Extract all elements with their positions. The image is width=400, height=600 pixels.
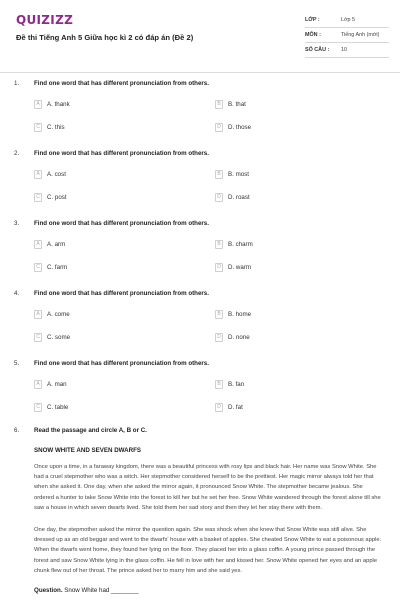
page-title: Đề thi Tiếng Anh 5 Giữa học kì 2 có đáp án (Đề 2) [16,33,194,42]
option-d[interactable] [215,400,243,414]
option-text: C. post [47,193,67,201]
option-letter-box: A [34,310,42,319]
option-c[interactable] [34,330,70,344]
quizizz-logo: QUIZIZZ [16,13,74,27]
meta-value: Tiếng Anh (mới) [341,32,380,38]
meta-row-count [305,43,389,58]
question-text: Find one word that has different pronunciation from others. [34,80,209,87]
option-text: A. cost [47,170,66,178]
option-text: A. arm [47,240,66,248]
option-b[interactable] [215,237,253,251]
option-text: A. come [47,310,70,318]
meta-table [305,13,389,58]
option-b[interactable] [215,377,244,391]
option-letter-box: C [34,263,42,272]
passage-paragraph-1: Once upon a time, in a faraway kingdom, there was a beautiful princess with rosy lips and black hair. Her name was Snow White. She had a cruel stepmother who was a witch. Her stepmother considered herself to be the prettiest. Her magic mirror always told her that when she asked it. One day, when she asked the mirror again, it pronounced Snow White. The stepmother became jealous. She ordered a hunter to take Snow White into the forest to kill her but he set her free. Snow White wandered through the forest alone till she saw a house in which seven dwarfs lived. She told them her sad story and then they let her stay there with them. [34,464,381,511]
option-letter-box: A [34,240,42,249]
option-c[interactable] [34,190,67,204]
option-text: D. those [228,123,252,131]
option-c[interactable] [34,120,65,134]
option-a[interactable] [34,237,65,251]
question-number: 4. [14,290,20,297]
option-c[interactable] [34,400,68,414]
header [0,0,400,68]
option-d[interactable] [215,330,250,344]
question-number: 6. [14,427,20,434]
sub-question-text: Snow White had ________ [62,587,139,594]
question-number: 2. [14,150,20,157]
meta-row-class [305,13,389,28]
option-text: D. fat [228,403,243,411]
question-text: Read the passage and circle A, B or C. [34,427,147,434]
meta-row-subject [305,28,389,43]
option-a[interactable] [34,377,67,391]
option-text: D. roast [228,193,250,201]
option-text: C. some [47,333,71,341]
option-letter-box: C [34,333,42,342]
option-text: A. thank [47,100,70,108]
option-b[interactable] [215,167,249,181]
option-text: B. that [228,100,246,108]
option-a[interactable] [34,167,66,181]
option-letter-box: B [215,380,223,389]
option-letter-box: B [215,310,223,319]
question-text: Find one word that has different pronunciation from others. [34,360,209,367]
option-text: C. table [47,403,69,411]
option-letter-box: C [34,403,42,412]
question-number: 5. [14,360,20,367]
option-text: C. this [47,123,65,131]
meta-value: Lớp 5 [341,17,356,23]
question-text: Find one word that has different pronunciation from others. [34,290,209,297]
question-text: Find one word that has different pronunciation from others. [34,150,209,157]
option-b[interactable] [215,97,246,111]
option-text: B. charm [228,240,253,248]
question-text: Find one word that has different pronunciation from others. [34,220,209,227]
option-text: B. most [228,170,249,178]
option-c[interactable] [34,260,67,274]
option-text: A. man [47,380,67,388]
meta-value: 10 [341,47,347,53]
option-letter-box: B [215,170,223,179]
option-d[interactable] [215,260,251,274]
option-letter-box: A [34,380,42,389]
option-letter-box: C [34,123,42,132]
option-letter-box: C [34,193,42,202]
option-a[interactable] [34,97,70,111]
meta-label: MÔN : [305,32,321,38]
option-text: B. fan [228,380,245,388]
option-letter-box: D [215,263,223,272]
option-text: D. none [228,333,250,341]
option-letter-box: D [215,123,223,132]
option-letter-box: A [34,100,42,109]
sub-question-label: Question. [34,587,63,594]
sub-question [34,587,139,594]
option-d[interactable] [215,120,251,134]
option-letter-box: B [215,240,223,249]
passage-paragraph-2: One day, the stepmother asked the mirror the question again. She was shock when she knew that Snow White was still alive. She dressed up as an old beggar and went to the dwarfs' house with a basket of apples. She cheated Snow White to eat a poisonous apple. When the dwarfs went home, they found her lying on the floor. They placed her into a glass coffin. A young prince passed through the forest and saw Snow White lying in the glass coffin. He fell in love with her and kissed her. Snow White opened her eyes and an apple chunk flew out of her throat. The prince asked her to marry him and she said yes. [34,527,382,574]
header-divider [0,72,400,73]
option-d[interactable] [215,190,250,204]
option-letter-box: D [215,193,223,202]
option-letter-box: D [215,403,223,412]
option-text: D. warm [228,263,252,271]
option-letter-box: D [215,333,223,342]
option-a[interactable] [34,307,70,321]
option-b[interactable] [215,307,251,321]
option-letter-box: A [34,170,42,179]
option-text: B. home [228,310,252,318]
question-number: 1. [14,80,20,87]
meta-label: LỚP : [305,17,320,23]
option-letter-box: B [215,100,223,109]
question-number: 3. [14,220,20,227]
passage-title: SNOW WHITE AND SEVEN DWARFS [34,447,142,454]
option-text: C. farm [47,263,68,271]
meta-label: SỐ CÂU : [305,47,330,53]
